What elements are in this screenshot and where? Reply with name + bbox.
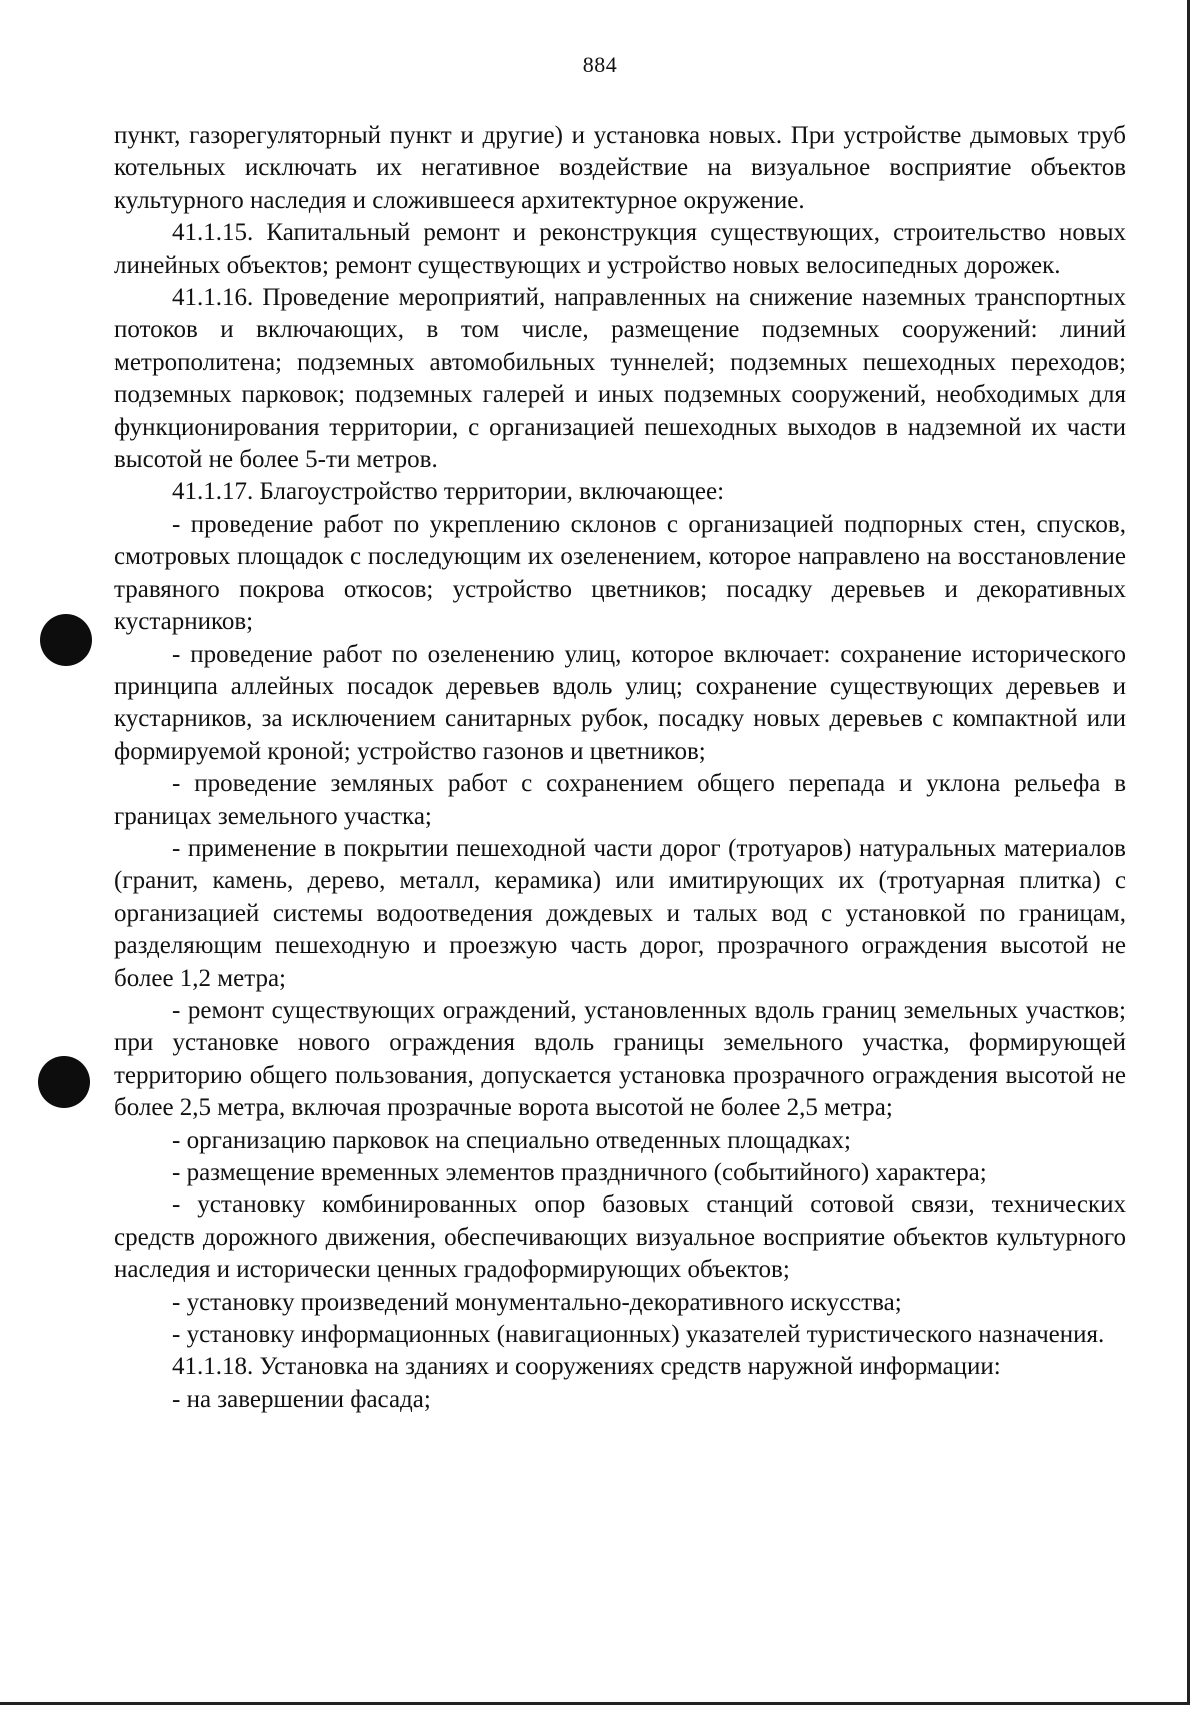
paragraph: - на завершении фасада; xyxy=(172,1385,431,1413)
paragraph: - размещение временных элементов праздничного (событийного) характера; xyxy=(172,1159,987,1186)
paragraph: - проведение работ по укреплению склонов с организацией подпорных стен, спусков, смотровых площадок с последующим их озеленением, которое направлено на восстановление травяного покрова откосов; устройство цветников; посадку деревьев и декоративных кустарников; xyxy=(114,510,1126,636)
paragraph: 41.1.16. Проведение мероприятий, направленных на снижение наземных транспортных потоков и включающих, в том числе, размещение подземных сооружений: линий метрополитена; подземных автомобильных туннелей; подземных пешеходных переходов; подземных парковок; подземных галерей и иных подземных сооружений, необходимых для функционирования территории, с организацией пешеходных выходов в надземной их части высотой не более 5-ти метров. xyxy=(114,284,1126,474)
page-number: 884 xyxy=(582,52,618,77)
punch-hole-mark xyxy=(40,614,92,666)
paragraph: - установку произведений монументально-декоративного искусства; xyxy=(172,1288,902,1316)
paragraph: - установку информационных (навигационных) указателей туристического назначения. xyxy=(172,1321,1105,1349)
paragraph: пункт, газорегуляторный пункт и другие) и установка новых. При устройстве дымовых труб котельных исключать их негативное воздействие на визуальное восприятие объектов культурного наследия и сложившееся архитектурное окружение. xyxy=(114,122,1126,214)
paragraph: - применение в покрытии пешеходной части дорог (тротуаров) натуральных материалов (гранит, камень, дерево, металл, керамика) или имитирующих их (тротуарная плитка) с организацией системы водоотведения дождевых и талых вод с установкой по границам, разделяющим пешеходную и проезжую часть дорог, прозрачного ограждения высотой не более 1,2 метра; xyxy=(114,834,1126,992)
paragraph: - проведение земляных работ с сохранением общего перепада и уклона рельефа в границах земельного участка; xyxy=(114,770,1126,830)
paragraph: 41.1.15. Капитальный ремонт и реконструкция существующих, строительство новых линейных объектов; ремонт существующих и устройство новых велосипедных дорожек. xyxy=(114,219,1126,279)
paragraph: 41.1.18. Установка на зданиях и сооружениях средств наружной информации: xyxy=(172,1353,1001,1381)
paragraph: - проведение работ по озеленению улиц, которое включает: сохранение исторического принципа аллейных посадок деревьев вдоль улиц; сохранение существующих деревьев и кустарников, за исключением санитарных рубок, посадку новых деревьев с компактной или формируемой кроной; устройство газонов и цветников; xyxy=(114,640,1126,765)
paragraph: 41.1.17. Благоустройство территории, включающее: xyxy=(172,478,725,506)
paragraph: - организацию парковок на специально отведенных площадках; xyxy=(172,1126,851,1154)
paragraph: - установку комбинированных опор базовых станций сотовой связи, технических средств дорожного движения, обеспечивающих визуальное восприятие объектов культурного наследия и исторически ценных градоформирующих объектов; xyxy=(114,1191,1126,1284)
punch-hole-mark xyxy=(38,1056,90,1108)
document-body xyxy=(114,120,1126,1416)
paragraph: - ремонт существующих ограждений, установленных вдоль границ земельных участков; при установке нового ограждения вдоль границы земельного участка, формирующей территорию общего пользования, допускается установка прозрачного ограждения высотой не более 2,5 метра, включая прозрачные ворота высотой не более 2,5 метра; xyxy=(114,996,1126,1122)
